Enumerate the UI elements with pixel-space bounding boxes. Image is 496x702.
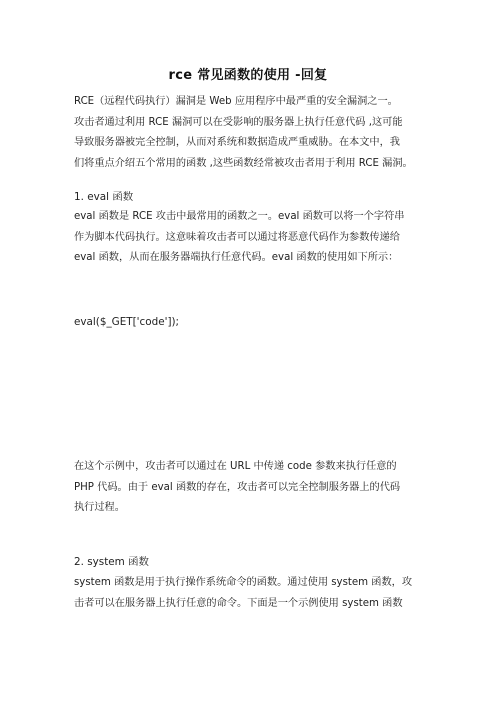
paragraph-line: 击者可以在服务器上执行任意的命令。下面是一个示例使用 system 函数 xyxy=(74,597,403,609)
intro-line: 攻击者通过利用 RCE 漏洞可以在受影响的服务器上执行任意代码 ,这可能 xyxy=(74,116,403,128)
paragraph-line: 执行过程。 xyxy=(74,502,125,513)
code-snippet-eval: eval($_GET['code']); xyxy=(74,316,180,328)
intro-line: 导致服务器被完全控制，从而对系统和数据造成严重威胁。在本文中，我 xyxy=(74,137,400,148)
system-paragraph xyxy=(74,573,434,614)
paragraph-line: PHP 代码。由于 eval 函数的存在，攻击者可以完全控制服务器上的代码 xyxy=(74,481,401,493)
intro-line: 们将重点介绍五个常用的函数 ,这些函数经常被攻击者用于利用 RCE 漏洞。 xyxy=(74,157,413,169)
paragraph-line: eval 函数，从而在服务器端执行任意代码。eval 函数的使用如下所示： xyxy=(74,252,399,263)
section-heading-eval: 1. eval 函数 xyxy=(74,191,134,203)
intro-paragraph xyxy=(74,92,434,174)
eval-paragraph xyxy=(74,207,434,269)
paragraph-line: 作为脚本代码执行。这意味着攻击者可以通过将恶意代码作为参数传递给 xyxy=(74,231,400,243)
document-title: rce 常见函数的使用 -回复 xyxy=(168,68,328,83)
paragraph-line: system 函数是用于执行操作系统命令的函数。通过使用 system 函数，攻 xyxy=(74,577,413,588)
paragraph-line: eval 函数是 RCE 攻击中最常用的函数之一。eval 函数可以将一个字符串 xyxy=(74,211,405,222)
paragraph-line: 在这个示例中，攻击者可以通过在 URL 中传递 code 参数来执行任意的 xyxy=(74,461,397,472)
section-heading-system: 2. system 函数 xyxy=(74,556,149,568)
eval-explanation-paragraph xyxy=(74,457,434,519)
intro-line: RCE（远程代码执行）漏洞是 Web 应用程序中最严重的安全漏洞之一。 xyxy=(74,96,398,107)
